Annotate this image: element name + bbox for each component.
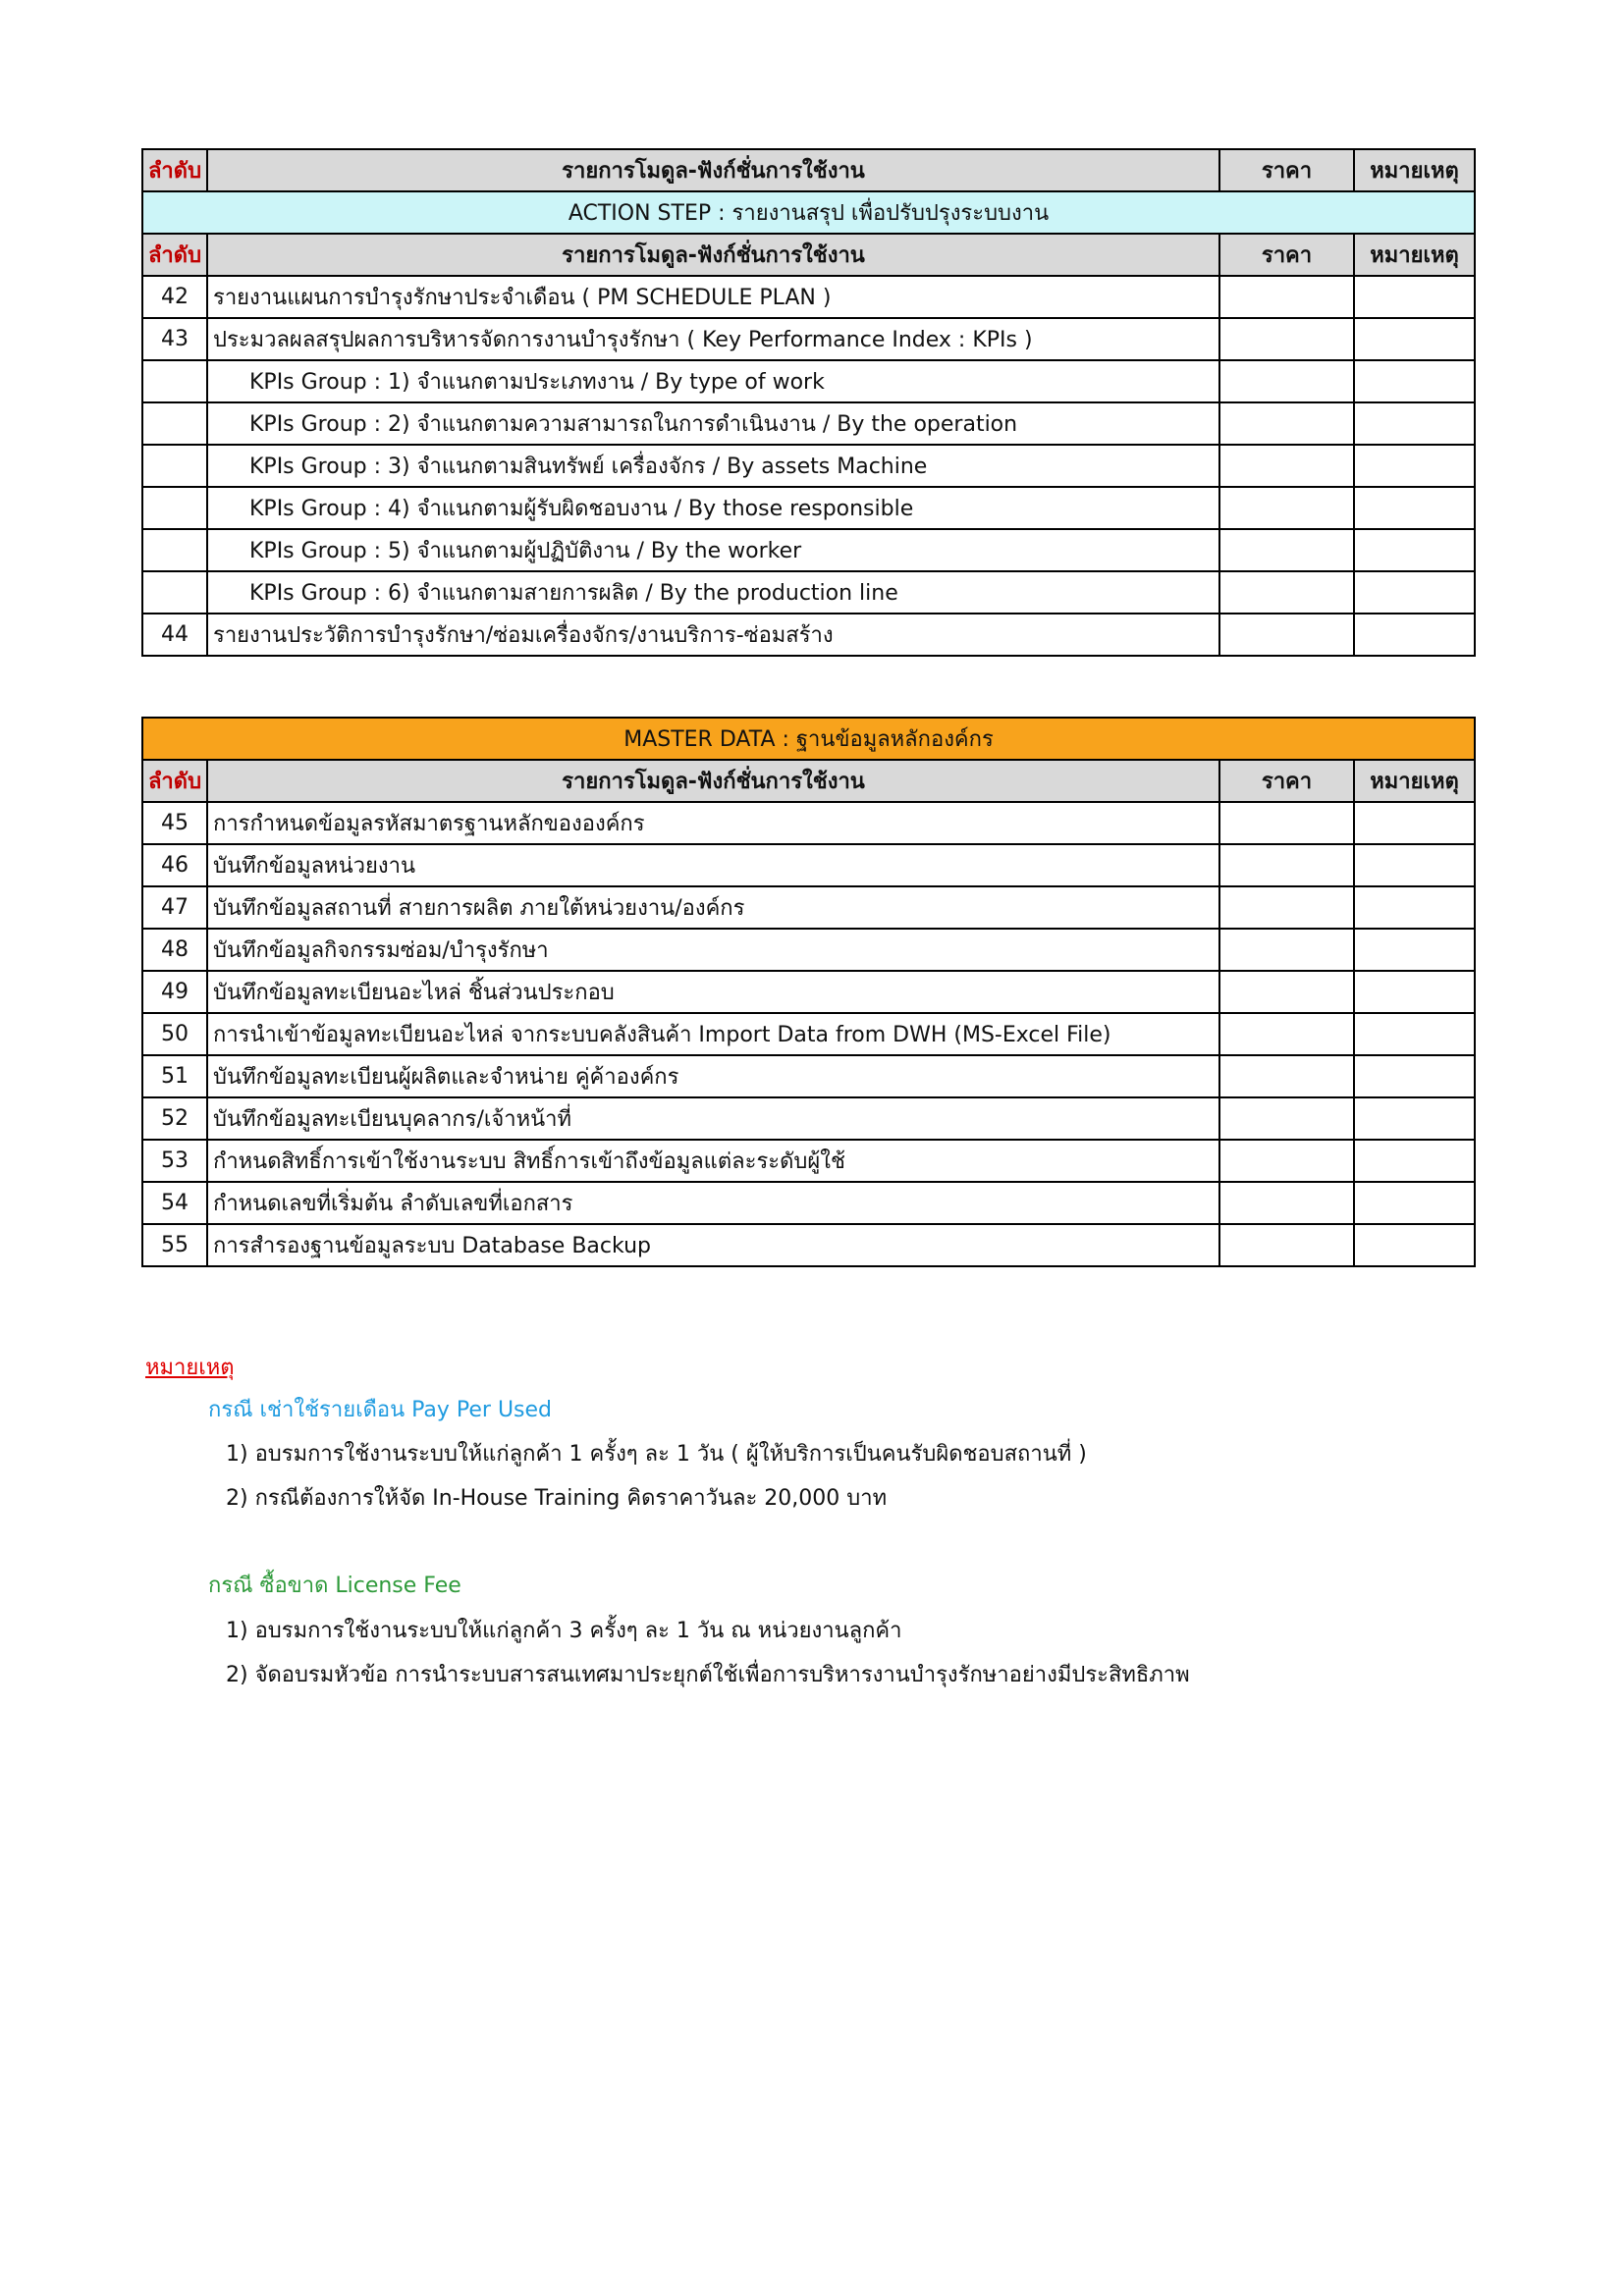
row-price-cell xyxy=(1219,844,1354,886)
table-row xyxy=(142,529,1475,571)
row-number xyxy=(142,402,207,445)
row-remark-cell xyxy=(1354,318,1475,360)
row-item-text: รายงานแผนการบำรุงรักษาประจำเดือน ( PM SCHEDULE PLAN ) xyxy=(207,276,1219,318)
row-price-cell xyxy=(1219,971,1354,1013)
row-remark-cell xyxy=(1354,802,1475,844)
row-item-text: KPIs Group : 5) จำแนกตามผู้ปฏิบัติงาน / By the worker xyxy=(207,529,1219,571)
row-remark-cell xyxy=(1354,402,1475,445)
row-price-cell xyxy=(1219,614,1354,656)
table-header-row xyxy=(142,149,1475,191)
table-row xyxy=(142,614,1475,656)
case1-item-2: 2) กรณีต้องการให้จัด In-House Training คิดราคาวันละ 20,000 บาท xyxy=(226,1486,888,1511)
col-header-remark: หมายเหตุ xyxy=(1354,149,1475,191)
row-remark-cell xyxy=(1354,487,1475,529)
row-number: 51 xyxy=(142,1055,207,1097)
row-number: 44 xyxy=(142,614,207,656)
table-row xyxy=(142,402,1475,445)
row-item-text: กำหนดสิทธิ์การเข้าใช้งานระบบ สิทธิ์การเข้าถึงข้อมูลแต่ละระดับผู้ใช้ xyxy=(207,1140,1219,1182)
row-remark-cell xyxy=(1354,1224,1475,1266)
table-row xyxy=(142,886,1475,929)
table-row xyxy=(142,1013,1475,1055)
row-item-text: บันทึกข้อมูลทะเบียนบุคลากร/เจ้าหน้าที่ xyxy=(207,1097,1219,1140)
table-row xyxy=(142,487,1475,529)
row-number: 48 xyxy=(142,929,207,971)
row-price-cell xyxy=(1219,802,1354,844)
row-remark-cell xyxy=(1354,1182,1475,1224)
row-item-text: บันทึกข้อมูลหน่วยงาน xyxy=(207,844,1219,886)
row-number xyxy=(142,571,207,614)
row-item-text: กำหนดเลขที่เริ่มต้น ลำดับเลขที่เอกสาร xyxy=(207,1182,1219,1224)
row-price-cell xyxy=(1219,487,1354,529)
table-row xyxy=(142,1055,1475,1097)
row-item-text: บันทึกข้อมูลสถานที่ สายการผลิต ภายใต้หน่วยงาน/องค์กร xyxy=(207,886,1219,929)
row-number: 50 xyxy=(142,1013,207,1055)
row-number: 53 xyxy=(142,1140,207,1182)
row-price-cell xyxy=(1219,1097,1354,1140)
row-item-text: การสำรองฐานข้อมูลระบบ Database Backup xyxy=(207,1224,1219,1266)
row-price-cell xyxy=(1219,886,1354,929)
col-header-no: ลำดับ xyxy=(142,234,207,276)
table-row xyxy=(142,802,1475,844)
row-price-cell xyxy=(1219,1182,1354,1224)
case1-heading: กรณี เช่าใช้รายเดือน Pay Per Used xyxy=(208,1398,553,1422)
row-item-text: การกำหนดข้อมูลรหัสมาตรฐานหลักขององค์กร xyxy=(207,802,1219,844)
row-number: 52 xyxy=(142,1097,207,1140)
col-header-remark: หมายเหตุ xyxy=(1354,760,1475,802)
row-price-cell xyxy=(1219,1055,1354,1097)
row-item-text: การนำเข้าข้อมูลทะเบียนอะไหล่ จากระบบคลังสินค้า Import Data from DWH (MS-Excel File) xyxy=(207,1013,1219,1055)
col-header-remark: หมายเหตุ xyxy=(1354,234,1475,276)
col-header-price: ราคา xyxy=(1219,149,1354,191)
row-remark-cell xyxy=(1354,929,1475,971)
table-row xyxy=(142,1182,1475,1224)
notes-title: หมายเหตุ xyxy=(145,1356,235,1380)
table-row xyxy=(142,929,1475,971)
table-row xyxy=(142,1097,1475,1140)
case2-item-1: 1) อบรมการใช้งานระบบให้แก่ลูกค้า 3 ครั้งๆ ละ 1 วัน ณ หน่วยงานลูกค้า xyxy=(226,1619,902,1643)
row-remark-cell xyxy=(1354,1140,1475,1182)
row-price-cell xyxy=(1219,1013,1354,1055)
row-remark-cell xyxy=(1354,614,1475,656)
row-price-cell xyxy=(1219,1140,1354,1182)
row-item-text: รายงานประวัติการบำรุงรักษา/ซ่อมเครื่องจักร/งานบริการ-ซ่อมสร้าง xyxy=(207,614,1219,656)
col-header-price: ราคา xyxy=(1219,234,1354,276)
table-row xyxy=(142,276,1475,318)
row-item-text: ประมวลผลสรุปผลการบริหารจัดการงานบำรุงรักษา ( Key Performance Index : KPIs ) xyxy=(207,318,1219,360)
row-remark-cell xyxy=(1354,276,1475,318)
section-row-action-step xyxy=(142,191,1475,234)
row-number xyxy=(142,529,207,571)
table-row xyxy=(142,360,1475,402)
row-number: 42 xyxy=(142,276,207,318)
row-price-cell xyxy=(1219,571,1354,614)
row-remark-cell xyxy=(1354,445,1475,487)
row-remark-cell xyxy=(1354,529,1475,571)
row-price-cell xyxy=(1219,529,1354,571)
section-row-master-data xyxy=(142,718,1475,760)
row-remark-cell xyxy=(1354,1055,1475,1097)
row-price-cell xyxy=(1219,1224,1354,1266)
master-data-table xyxy=(141,717,1476,1267)
table-row xyxy=(142,571,1475,614)
row-item-text: KPIs Group : 4) จำแนกตามผู้รับผิดชอบงาน / By those responsible xyxy=(207,487,1219,529)
row-remark-cell xyxy=(1354,1097,1475,1140)
case2-item-2: 2) จัดอบรมหัวข้อ การนำระบบสารสนเทศมาประยุกต์ใช้เพื่อการบริหารงานบำรุงรักษาอย่างมีประสิทธิภาพ xyxy=(226,1663,1190,1687)
table-header-row xyxy=(142,234,1475,276)
row-price-cell xyxy=(1219,402,1354,445)
row-price-cell xyxy=(1219,929,1354,971)
section-title: MASTER DATA : ฐานข้อมูลหลักองค์กร xyxy=(142,718,1475,760)
table-row xyxy=(142,971,1475,1013)
action-step-table xyxy=(141,148,1476,657)
col-header-no: ลำดับ xyxy=(142,760,207,802)
row-remark-cell xyxy=(1354,971,1475,1013)
row-price-cell xyxy=(1219,445,1354,487)
row-item-text: KPIs Group : 1) จำแนกตามประเภทงาน / By type of work xyxy=(207,360,1219,402)
row-number: 54 xyxy=(142,1182,207,1224)
row-price-cell xyxy=(1219,360,1354,402)
row-number: 55 xyxy=(142,1224,207,1266)
row-remark-cell xyxy=(1354,844,1475,886)
col-header-item: รายการโมดูล-ฟังก์ชั่นการใช้งาน xyxy=(207,234,1219,276)
table-row xyxy=(142,318,1475,360)
table-row xyxy=(142,1224,1475,1266)
row-number: 45 xyxy=(142,802,207,844)
col-header-no: ลำดับ xyxy=(142,149,207,191)
row-remark-cell xyxy=(1354,1013,1475,1055)
row-item-text: KPIs Group : 3) จำแนกตามสินทรัพย์ เครื่องจักร / By assets Machine xyxy=(207,445,1219,487)
table-row xyxy=(142,844,1475,886)
row-number: 46 xyxy=(142,844,207,886)
section-title: ACTION STEP : รายงานสรุป เพื่อปรับปรุงระบบงาน xyxy=(142,191,1475,234)
col-header-item: รายการโมดูล-ฟังก์ชั่นการใช้งาน xyxy=(207,760,1219,802)
case2-heading: กรณี ซื้อขาด License Fee xyxy=(208,1574,461,1598)
row-item-text: KPIs Group : 6) จำแนกตามสายการผลิต / By the production line xyxy=(207,571,1219,614)
row-item-text: บันทึกข้อมูลทะเบียนอะไหล่ ชิ้นส่วนประกอบ xyxy=(207,971,1219,1013)
table-row xyxy=(142,1140,1475,1182)
row-number xyxy=(142,487,207,529)
row-remark-cell xyxy=(1354,571,1475,614)
col-header-item: รายการโมดูล-ฟังก์ชั่นการใช้งาน xyxy=(207,149,1219,191)
row-remark-cell xyxy=(1354,360,1475,402)
row-item-text: บันทึกข้อมูลทะเบียนผู้ผลิตและจำหน่าย คู่ค้าองค์กร xyxy=(207,1055,1219,1097)
row-number xyxy=(142,445,207,487)
table-header-row xyxy=(142,760,1475,802)
col-header-price: ราคา xyxy=(1219,760,1354,802)
row-number: 43 xyxy=(142,318,207,360)
row-number xyxy=(142,360,207,402)
row-item-text: บันทึกข้อมูลกิจกรรมซ่อม/บำรุงรักษา xyxy=(207,929,1219,971)
row-number: 49 xyxy=(142,971,207,1013)
row-number: 47 xyxy=(142,886,207,929)
row-remark-cell xyxy=(1354,886,1475,929)
case1-item-1: 1) อบรมการใช้งานระบบให้แก่ลูกค้า 1 ครั้งๆ ละ 1 วัน ( ผู้ให้บริการเป็นคนรับผิดชอบสถานที่ ) xyxy=(226,1442,1087,1467)
row-item-text: KPIs Group : 2) จำแนกตามความสามารถในการดำเนินงาน / By the operation xyxy=(207,402,1219,445)
row-price-cell xyxy=(1219,276,1354,318)
table-row xyxy=(142,445,1475,487)
row-price-cell xyxy=(1219,318,1354,360)
